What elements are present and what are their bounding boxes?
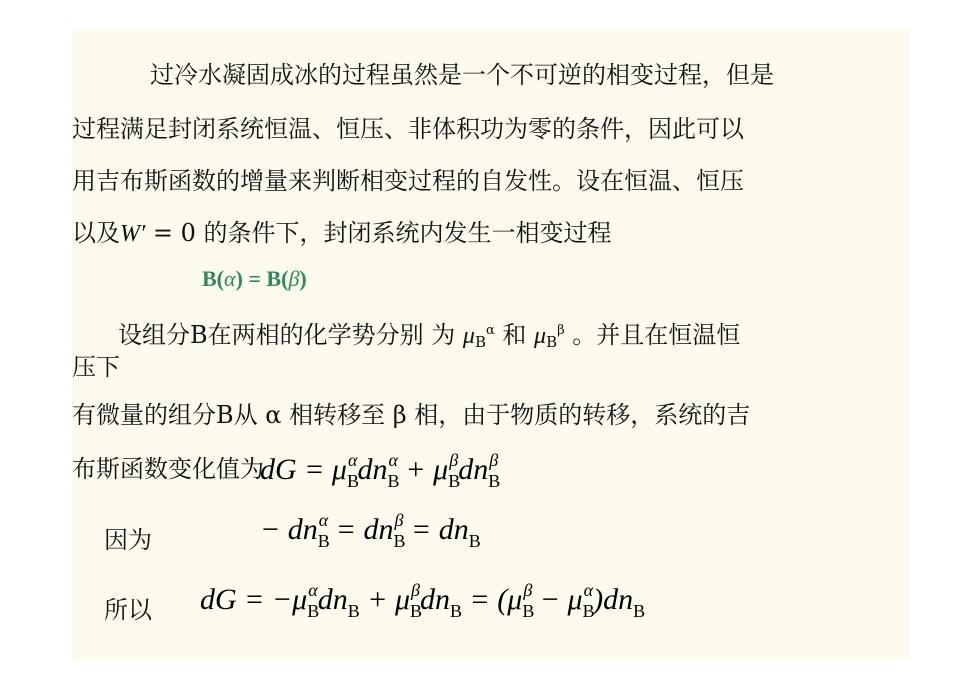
therefore-label: 所以: [104, 596, 152, 624]
paragraph-line-transfer: 有微量的组分B从 α 相转移至 β 相，由于物质的转移，系统的吉: [72, 401, 751, 429]
chemical-potential-line: [118, 316, 740, 357]
paragraph-line-3: 用吉布斯函数的增量来判断相变过程的自发性。设在恒温、恒压: [72, 167, 744, 195]
text-constant-temp: 。并且在恒温恒: [564, 321, 741, 349]
mu-beta-sup: β: [557, 323, 565, 338]
because-label: 因为: [104, 526, 152, 554]
paragraph-line-gibbs: 布斯函数变化值为: [72, 455, 264, 483]
paragraph-line-2: 过程满足封闭系统恒温、恒压、非体积功为零的条件，因此可以: [72, 115, 744, 143]
text-and: 和: [494, 321, 535, 349]
paragraph-line-1: 过冷水凝固成冰的过程虽然是一个不可逆的相变过程，但是: [150, 61, 774, 89]
condition-text: = 0 的条件下，封闭系统内发生一相变过程: [145, 219, 612, 247]
phase-transition-reaction: [202, 266, 307, 292]
alpha-symbol: α: [224, 266, 236, 291]
paragraph-line-4: [72, 218, 612, 249]
slide-panel: [72, 30, 910, 660]
reaction-left: B(: [202, 266, 224, 291]
mu-alpha-sub: B: [474, 333, 486, 351]
reaction-middle: ) = B(: [235, 266, 289, 291]
text-yiji: 以及: [72, 219, 120, 247]
equation-result: dG = $-\mu_B^\alpha dn_B + \mu_B^\beta dn_B = (\mu_B^\beta - \mu_B^\alpha)dn_B$: [200, 580, 646, 621]
w-prime-symbol: W′: [120, 221, 146, 247]
mu-symbol-alpha: μ: [462, 323, 475, 349]
reaction-right: ): [299, 266, 307, 291]
mu-beta-sub: B: [546, 333, 558, 351]
equation-dn: − $dn_B^\alpha = dn_B^\beta = dn_B$: [260, 510, 481, 551]
paragraph-line-pressure: 压下: [72, 353, 120, 381]
equation-dG: dG = $\mu_B^\alpha dn_B^\alpha + \mu_B^\beta dn_B^\beta$: [260, 450, 501, 491]
mu-symbol-beta: μ: [534, 323, 547, 349]
text-chem-potential: 设组分B在两相的化学势分别 为: [118, 321, 463, 349]
beta-symbol: β: [288, 266, 300, 291]
mu-alpha-sup: α: [485, 323, 495, 338]
